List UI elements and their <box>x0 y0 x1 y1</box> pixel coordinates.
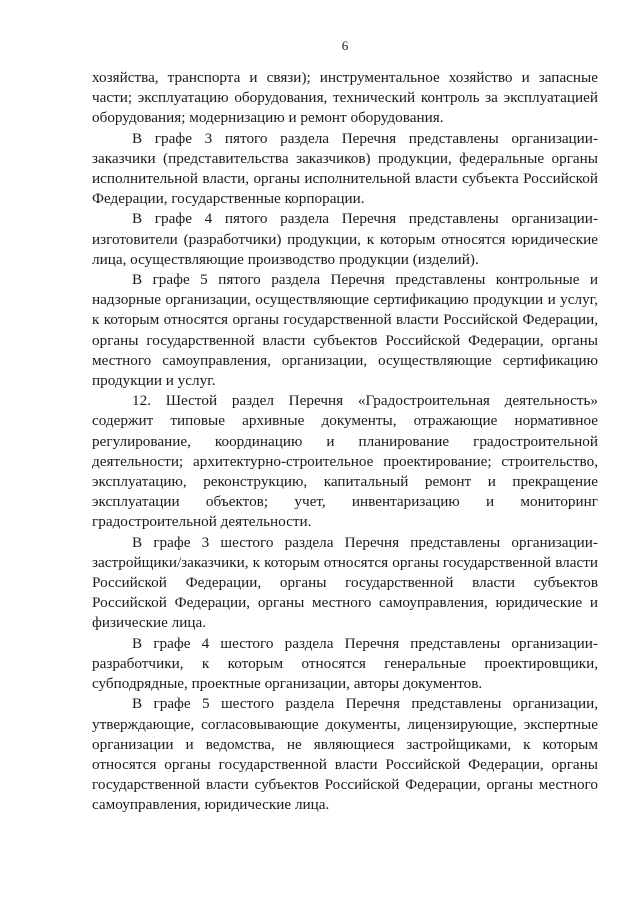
paragraph-section6-column3: В графе 3 шестого раздела Перечня представлены организации-застройщики/заказчики, к которым относятся органы государственной власти Российской Федерации, органы государственной власти субъектов Российской Федерации, органы местного самоуправления, юридические и физические лица. <box>92 533 598 632</box>
paragraph-continuation: хозяйства, транспорта и связи); инструментальное хозяйство и запасные части; эксплуатацию оборудования, технический контроль за эксплуатацией оборудования; модернизацию и ремонт оборудования. <box>92 69 598 127</box>
paragraph-section5-column4: В графе 4 пятого раздела Перечня представлены организации-изготовители (разработчики) продукции, к которым относятся юридические лица, осуществляющие производство продукции (изделий). <box>92 210 598 268</box>
page-number: 6 <box>341 38 349 53</box>
paragraph-section6-column4: В графе 4 шестого раздела Перечня представлены организации-разработчики, к которым относятся генеральные проектировщики, субподрядные, проектные организации, авторы документов. <box>92 634 598 693</box>
paragraph-section6-column5: В графе 5 шестого раздела Перечня представлены организации, утверждающие, согласовывающие документы, лицензирующие, экспертные организации и ведомства, не являющиеся застройщиками, к которым относятся органы государственной власти Российской Федерации, органы государственной власти субъектов Российской Федерации, органы местного самоуправления, юридические лица. <box>92 695 598 814</box>
paragraph-item-12: 12. Шестой раздел Перечня «Градостроительная деятельность» содержит типовые архивные документы, отражающие нормативное регулирование, координацию и планирование градостроительной деятельности; архитектурно-строительное проектирование; строительство, эксплуатацию, реконструкцию, капитальный ремонт и прекращение эксплуатации объектов; учет, инвентаризацию и мониторинг градостроительной деятельности. <box>92 392 598 531</box>
paragraph-section5-column3: В графе 3 пятого раздела Перечня представлены организации-заказчики (представительства заказчиков) продукции, федеральные органы исполнительной власти, органы исполнительной власти субъекта Российской Федерации, государственные корпорации. <box>92 129 598 208</box>
paragraph-section5-column5: В графе 5 пятого раздела Перечня представлены контрольные и надзорные организации, осуществляющие сертификацию продукции и услуг, к которым относятся органы государственной власти Российской Федерации, органы государственной власти субъектов Российской Федерации, органы местного самоуправления, организации, осуществляющие сертификацию продукции и услуг. <box>92 271 598 390</box>
